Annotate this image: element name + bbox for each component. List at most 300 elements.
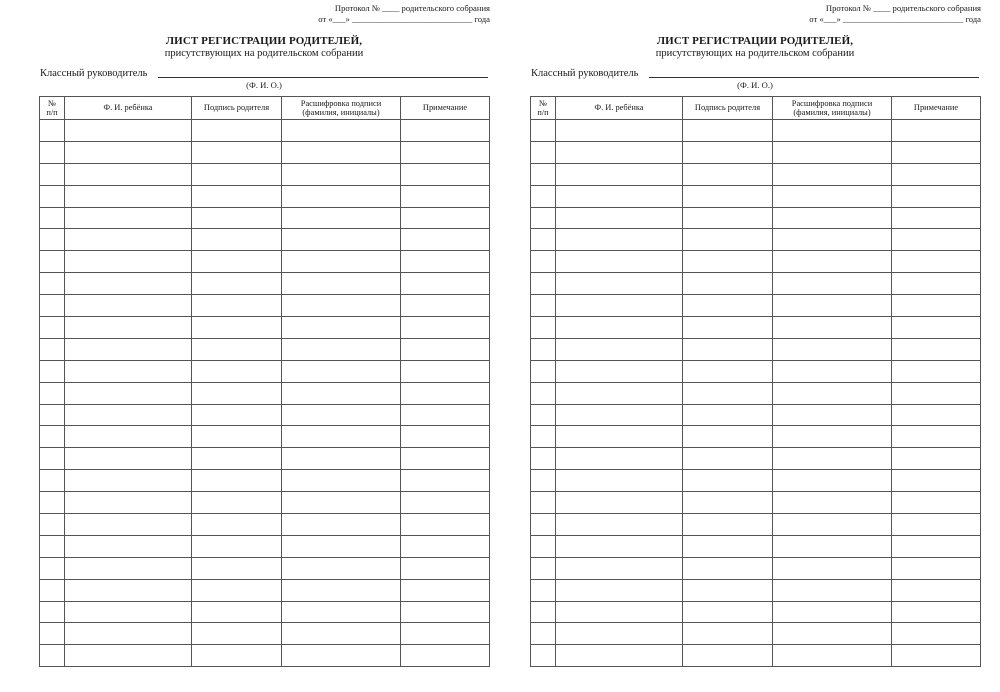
- cell-parent-signature[interactable]: [683, 207, 773, 229]
- cell-child-name[interactable]: [65, 229, 192, 251]
- cell-signature-transcript[interactable]: [773, 120, 892, 142]
- cell-note[interactable]: [892, 382, 981, 404]
- cell-note[interactable]: [892, 470, 981, 492]
- protocol-date-line: от «___» ____________________________ года: [318, 13, 490, 24]
- cell-signature-transcript[interactable]: [773, 470, 892, 492]
- teacher-label: Классный руководитель: [531, 68, 639, 79]
- protocol-number-line: Протокол № ____ родительского собрания: [334, 3, 490, 13]
- cell-number[interactable]: [40, 229, 65, 251]
- cell-number[interactable]: [531, 120, 556, 142]
- cell-parent-signature[interactable]: [192, 448, 282, 470]
- cell-parent-signature[interactable]: [192, 535, 282, 557]
- cell-child-name[interactable]: [65, 163, 192, 185]
- cell-note[interactable]: [401, 141, 490, 163]
- cell-signature-transcript[interactable]: [282, 557, 401, 579]
- cell-parent-signature[interactable]: [683, 645, 773, 667]
- cell-signature-transcript[interactable]: [282, 601, 401, 623]
- cell-note[interactable]: [401, 492, 490, 514]
- cell-note[interactable]: [401, 579, 490, 601]
- cell-number[interactable]: [531, 141, 556, 163]
- cell-number[interactable]: [40, 448, 65, 470]
- cell-number[interactable]: [531, 360, 556, 382]
- cell-number[interactable]: [531, 557, 556, 579]
- cell-child-name[interactable]: [556, 645, 683, 667]
- cell-signature-transcript[interactable]: [282, 470, 401, 492]
- cell-number[interactable]: [531, 229, 556, 251]
- cell-note[interactable]: [401, 601, 490, 623]
- cell-note[interactable]: [401, 426, 490, 448]
- table-row: [40, 492, 490, 514]
- table-row: [40, 404, 490, 426]
- cell-note[interactable]: [401, 514, 490, 536]
- col-header-label: Подпись родителя: [203, 103, 270, 113]
- cell-signature-transcript[interactable]: [773, 404, 892, 426]
- cell-signature-transcript[interactable]: [282, 448, 401, 470]
- cell-signature-transcript[interactable]: [282, 163, 401, 185]
- cell-parent-signature[interactable]: [683, 251, 773, 273]
- cell-signature-transcript[interactable]: [282, 273, 401, 295]
- cell-child-name[interactable]: [556, 317, 683, 339]
- cell-signature-transcript[interactable]: [773, 426, 892, 448]
- cell-note[interactable]: [892, 535, 981, 557]
- cell-child-name[interactable]: [556, 404, 683, 426]
- col-header-note: [892, 97, 981, 120]
- teacher-name-field[interactable]: [649, 77, 979, 78]
- col-header-child-name: [556, 97, 683, 120]
- cell-parent-signature[interactable]: [683, 404, 773, 426]
- cell-parent-signature[interactable]: [192, 645, 282, 667]
- cell-parent-signature[interactable]: [192, 207, 282, 229]
- cell-number[interactable]: [531, 579, 556, 601]
- cell-number[interactable]: [40, 623, 65, 645]
- table-row: [531, 229, 981, 251]
- cell-note[interactable]: [892, 623, 981, 645]
- cell-child-name[interactable]: [556, 360, 683, 382]
- cell-number[interactable]: [40, 426, 65, 448]
- cell-signature-transcript[interactable]: [773, 535, 892, 557]
- cell-signature-transcript[interactable]: [773, 448, 892, 470]
- registration-sheet-left: [38, 0, 490, 692]
- cell-note[interactable]: [401, 404, 490, 426]
- table-row: [40, 207, 490, 229]
- cell-signature-transcript[interactable]: [282, 207, 401, 229]
- cell-parent-signature[interactable]: [192, 229, 282, 251]
- cell-parent-signature[interactable]: [192, 185, 282, 207]
- cell-parent-signature[interactable]: [683, 426, 773, 448]
- cell-parent-signature[interactable]: [683, 295, 773, 317]
- table-header-row: [40, 97, 490, 120]
- cell-number[interactable]: [40, 579, 65, 601]
- cell-number[interactable]: [40, 470, 65, 492]
- cell-child-name[interactable]: [556, 273, 683, 295]
- cell-parent-signature[interactable]: [683, 185, 773, 207]
- cell-note[interactable]: [892, 426, 981, 448]
- cell-note[interactable]: [401, 645, 490, 667]
- table-row: [40, 317, 490, 339]
- cell-number[interactable]: [40, 273, 65, 295]
- cell-parent-signature[interactable]: [683, 601, 773, 623]
- cell-parent-signature[interactable]: [192, 470, 282, 492]
- cell-child-name[interactable]: [556, 338, 683, 360]
- table-row: [40, 251, 490, 273]
- cell-note[interactable]: [401, 251, 490, 273]
- table-row: [531, 492, 981, 514]
- cell-child-name[interactable]: [65, 360, 192, 382]
- cell-signature-transcript[interactable]: [282, 251, 401, 273]
- cell-number[interactable]: [40, 645, 65, 667]
- cell-signature-transcript[interactable]: [773, 338, 892, 360]
- cell-note[interactable]: [892, 185, 981, 207]
- cell-signature-transcript[interactable]: [282, 229, 401, 251]
- table-row: [40, 557, 490, 579]
- title-block: [38, 35, 490, 60]
- cell-parent-signature[interactable]: [192, 120, 282, 142]
- table-row: [531, 404, 981, 426]
- cell-signature-transcript[interactable]: [773, 579, 892, 601]
- cell-signature-transcript[interactable]: [773, 251, 892, 273]
- cell-number[interactable]: [531, 185, 556, 207]
- cell-signature-transcript[interactable]: [773, 623, 892, 645]
- cell-signature-transcript[interactable]: [773, 382, 892, 404]
- col-header-signature-transcript: [282, 97, 401, 120]
- cell-number[interactable]: [40, 514, 65, 536]
- cell-number[interactable]: [40, 360, 65, 382]
- table-row: [40, 273, 490, 295]
- cell-number[interactable]: [531, 295, 556, 317]
- cell-child-name[interactable]: [556, 163, 683, 185]
- cell-note[interactable]: [892, 229, 981, 251]
- cell-number[interactable]: [531, 382, 556, 404]
- cell-number[interactable]: [531, 338, 556, 360]
- cell-number[interactable]: [531, 623, 556, 645]
- cell-note[interactable]: [401, 273, 490, 295]
- cell-number[interactable]: [531, 470, 556, 492]
- cell-note[interactable]: [401, 623, 490, 645]
- cell-number[interactable]: [531, 251, 556, 273]
- cell-note[interactable]: [892, 120, 981, 142]
- cell-parent-signature[interactable]: [192, 579, 282, 601]
- cell-signature-transcript[interactable]: [773, 163, 892, 185]
- cell-number[interactable]: [40, 535, 65, 557]
- cell-note[interactable]: [401, 470, 490, 492]
- cell-number[interactable]: [531, 601, 556, 623]
- table-row: [531, 623, 981, 645]
- cell-number[interactable]: [531, 163, 556, 185]
- cell-child-name[interactable]: [65, 317, 192, 339]
- cell-child-name[interactable]: [556, 579, 683, 601]
- cell-note[interactable]: [892, 579, 981, 601]
- cell-child-name[interactable]: [556, 251, 683, 273]
- cell-signature-transcript[interactable]: [282, 514, 401, 536]
- cell-parent-signature[interactable]: [683, 229, 773, 251]
- sheet-title: ЛИСТ РЕГИСТРАЦИИ РОДИТЕЛЕЙ,: [656, 35, 854, 47]
- cell-number[interactable]: [40, 338, 65, 360]
- cell-child-name[interactable]: [65, 557, 192, 579]
- cell-child-name[interactable]: [65, 645, 192, 667]
- cell-parent-signature[interactable]: [683, 141, 773, 163]
- cell-child-name[interactable]: [65, 514, 192, 536]
- table-row: [531, 535, 981, 557]
- col-header-label: Расшифровка подписи (фамилия, инициалы): [300, 98, 382, 117]
- cell-parent-signature[interactable]: [683, 338, 773, 360]
- cell-child-name[interactable]: [65, 404, 192, 426]
- cell-signature-transcript[interactable]: [282, 141, 401, 163]
- cell-parent-signature[interactable]: [192, 360, 282, 382]
- cell-parent-signature[interactable]: [683, 579, 773, 601]
- cell-child-name[interactable]: [556, 492, 683, 514]
- cell-note[interactable]: [892, 557, 981, 579]
- cell-signature-transcript[interactable]: [773, 141, 892, 163]
- table-row: [40, 535, 490, 557]
- table-row: [40, 141, 490, 163]
- cell-child-name[interactable]: [65, 579, 192, 601]
- cell-child-name[interactable]: [556, 557, 683, 579]
- cell-child-name[interactable]: [556, 426, 683, 448]
- cell-parent-signature[interactable]: [192, 295, 282, 317]
- cell-number[interactable]: [40, 163, 65, 185]
- cell-signature-transcript[interactable]: [282, 317, 401, 339]
- cell-signature-transcript[interactable]: [773, 207, 892, 229]
- table-row: [40, 295, 490, 317]
- cell-number[interactable]: [40, 207, 65, 229]
- cell-note[interactable]: [401, 120, 490, 142]
- cell-note[interactable]: [401, 229, 490, 251]
- cell-note[interactable]: [401, 317, 490, 339]
- cell-parent-signature[interactable]: [192, 623, 282, 645]
- table-row: [40, 120, 490, 142]
- table-row: [40, 448, 490, 470]
- cell-child-name[interactable]: [65, 295, 192, 317]
- cell-note[interactable]: [892, 601, 981, 623]
- cell-note[interactable]: [401, 295, 490, 317]
- cell-number[interactable]: [531, 492, 556, 514]
- cell-signature-transcript[interactable]: [282, 295, 401, 317]
- cell-note[interactable]: [892, 317, 981, 339]
- cell-note[interactable]: [401, 163, 490, 185]
- cell-number[interactable]: [531, 535, 556, 557]
- cell-parent-signature[interactable]: [683, 163, 773, 185]
- cell-child-name[interactable]: [65, 338, 192, 360]
- cell-child-name[interactable]: [65, 141, 192, 163]
- cell-child-name[interactable]: [65, 426, 192, 448]
- table-row: [531, 185, 981, 207]
- cell-note[interactable]: [892, 360, 981, 382]
- cell-number[interactable]: [40, 251, 65, 273]
- cell-child-name[interactable]: [556, 601, 683, 623]
- protocol-header: [318, 3, 490, 24]
- cell-parent-signature[interactable]: [683, 623, 773, 645]
- cell-parent-signature[interactable]: [192, 251, 282, 273]
- sheet-subtitle: присутствующих на родительском собрании: [655, 48, 855, 59]
- cell-child-name[interactable]: [65, 382, 192, 404]
- table-row: [531, 579, 981, 601]
- cell-number[interactable]: [531, 207, 556, 229]
- cell-child-name[interactable]: [556, 535, 683, 557]
- table-row: [531, 251, 981, 273]
- cell-parent-signature[interactable]: [192, 273, 282, 295]
- cell-parent-signature[interactable]: [192, 601, 282, 623]
- cell-number[interactable]: [531, 273, 556, 295]
- cell-child-name[interactable]: [65, 207, 192, 229]
- cell-signature-transcript[interactable]: [773, 229, 892, 251]
- cell-signature-transcript[interactable]: [773, 317, 892, 339]
- cell-child-name[interactable]: [65, 273, 192, 295]
- registration-table: [530, 96, 981, 667]
- cell-signature-transcript[interactable]: [282, 404, 401, 426]
- cell-child-name[interactable]: [556, 207, 683, 229]
- cell-number[interactable]: [531, 514, 556, 536]
- cell-parent-signature[interactable]: [192, 492, 282, 514]
- cell-note[interactable]: [401, 207, 490, 229]
- cell-note[interactable]: [892, 251, 981, 273]
- cell-parent-signature[interactable]: [192, 426, 282, 448]
- cell-note[interactable]: [401, 338, 490, 360]
- cell-number[interactable]: [40, 141, 65, 163]
- table-row: [531, 163, 981, 185]
- cell-number[interactable]: [40, 317, 65, 339]
- cell-parent-signature[interactable]: [683, 317, 773, 339]
- cell-signature-transcript[interactable]: [282, 645, 401, 667]
- cell-signature-transcript[interactable]: [773, 492, 892, 514]
- cell-parent-signature[interactable]: [192, 514, 282, 536]
- cell-signature-transcript[interactable]: [773, 185, 892, 207]
- cell-signature-transcript[interactable]: [282, 338, 401, 360]
- cell-number[interactable]: [40, 492, 65, 514]
- cell-parent-signature[interactable]: [683, 557, 773, 579]
- cell-child-name[interactable]: [65, 492, 192, 514]
- cell-child-name[interactable]: [556, 470, 683, 492]
- cell-parent-signature[interactable]: [192, 557, 282, 579]
- table-row: [40, 645, 490, 667]
- cell-parent-signature[interactable]: [683, 120, 773, 142]
- cell-number[interactable]: [531, 404, 556, 426]
- cell-signature-transcript[interactable]: [282, 360, 401, 382]
- cell-child-name[interactable]: [556, 448, 683, 470]
- cell-child-name[interactable]: [556, 623, 683, 645]
- col-header-label: Ф. И. ребёнка: [103, 103, 153, 113]
- cell-signature-transcript[interactable]: [773, 295, 892, 317]
- cell-child-name[interactable]: [65, 448, 192, 470]
- cell-note[interactable]: [892, 645, 981, 667]
- cell-signature-transcript[interactable]: [773, 514, 892, 536]
- cell-parent-signature[interactable]: [192, 382, 282, 404]
- cell-signature-transcript[interactable]: [282, 120, 401, 142]
- cell-signature-transcript[interactable]: [282, 535, 401, 557]
- cell-child-name[interactable]: [556, 514, 683, 536]
- cell-child-name[interactable]: [556, 185, 683, 207]
- cell-child-name[interactable]: [65, 601, 192, 623]
- cell-signature-transcript[interactable]: [282, 492, 401, 514]
- cell-signature-transcript[interactable]: [282, 426, 401, 448]
- cell-signature-transcript[interactable]: [773, 273, 892, 295]
- cell-parent-signature[interactable]: [683, 535, 773, 557]
- cell-child-name[interactable]: [65, 470, 192, 492]
- cell-number[interactable]: [40, 557, 65, 579]
- cell-child-name[interactable]: [556, 295, 683, 317]
- cell-note[interactable]: [401, 360, 490, 382]
- cell-parent-signature[interactable]: [683, 514, 773, 536]
- cell-parent-signature[interactable]: [683, 492, 773, 514]
- cell-signature-transcript[interactable]: [282, 623, 401, 645]
- col-header-parent-signature: [683, 97, 773, 120]
- cell-parent-signature[interactable]: [683, 382, 773, 404]
- cell-child-name[interactable]: [65, 251, 192, 273]
- cell-note[interactable]: [892, 338, 981, 360]
- cell-number[interactable]: [40, 382, 65, 404]
- cell-note[interactable]: [892, 163, 981, 185]
- cell-note[interactable]: [401, 448, 490, 470]
- table-row: [531, 360, 981, 382]
- cell-number[interactable]: [40, 601, 65, 623]
- col-header-number: [40, 97, 65, 120]
- cell-note[interactable]: [892, 448, 981, 470]
- cell-parent-signature[interactable]: [192, 317, 282, 339]
- cell-parent-signature[interactable]: [683, 470, 773, 492]
- cell-signature-transcript[interactable]: [773, 601, 892, 623]
- cell-number[interactable]: [531, 426, 556, 448]
- cell-number[interactable]: [40, 295, 65, 317]
- cell-number[interactable]: [531, 448, 556, 470]
- cell-parent-signature[interactable]: [683, 360, 773, 382]
- cell-signature-transcript[interactable]: [773, 557, 892, 579]
- cell-child-name[interactable]: [556, 141, 683, 163]
- cell-child-name[interactable]: [65, 535, 192, 557]
- cell-child-name[interactable]: [65, 185, 192, 207]
- cell-note[interactable]: [892, 295, 981, 317]
- cell-child-name[interactable]: [556, 382, 683, 404]
- cell-number[interactable]: [40, 185, 65, 207]
- cell-note[interactable]: [892, 404, 981, 426]
- cell-signature-transcript[interactable]: [773, 645, 892, 667]
- cell-signature-transcript[interactable]: [282, 382, 401, 404]
- cell-parent-signature[interactable]: [192, 404, 282, 426]
- cell-child-name[interactable]: [65, 623, 192, 645]
- cell-note[interactable]: [892, 207, 981, 229]
- cell-number[interactable]: [40, 120, 65, 142]
- cell-child-name[interactable]: [556, 120, 683, 142]
- cell-child-name[interactable]: [65, 120, 192, 142]
- table-row: [531, 448, 981, 470]
- cell-child-name[interactable]: [556, 229, 683, 251]
- cell-number[interactable]: [40, 404, 65, 426]
- cell-note[interactable]: [401, 185, 490, 207]
- cell-note[interactable]: [892, 141, 981, 163]
- cell-number[interactable]: [531, 317, 556, 339]
- col-header-label: Примечание: [913, 103, 959, 113]
- cell-parent-signature[interactable]: [192, 141, 282, 163]
- cell-note[interactable]: [401, 535, 490, 557]
- cell-signature-transcript[interactable]: [773, 360, 892, 382]
- cell-note[interactable]: [892, 514, 981, 536]
- cell-parent-signature[interactable]: [683, 273, 773, 295]
- cell-parent-signature[interactable]: [192, 163, 282, 185]
- cell-note[interactable]: [892, 273, 981, 295]
- cell-signature-transcript[interactable]: [282, 185, 401, 207]
- cell-parent-signature[interactable]: [683, 448, 773, 470]
- cell-parent-signature[interactable]: [192, 338, 282, 360]
- col-header-note: [401, 97, 490, 120]
- registration-sheet-right: [529, 0, 981, 692]
- col-header-signature-transcript: [773, 97, 892, 120]
- cell-note[interactable]: [401, 557, 490, 579]
- table-row: [40, 470, 490, 492]
- cell-note[interactable]: [892, 492, 981, 514]
- cell-number[interactable]: [531, 645, 556, 667]
- cell-signature-transcript[interactable]: [282, 579, 401, 601]
- cell-note[interactable]: [401, 382, 490, 404]
- col-header-label: Примечание: [422, 103, 468, 113]
- teacher-name-field[interactable]: [158, 77, 488, 78]
